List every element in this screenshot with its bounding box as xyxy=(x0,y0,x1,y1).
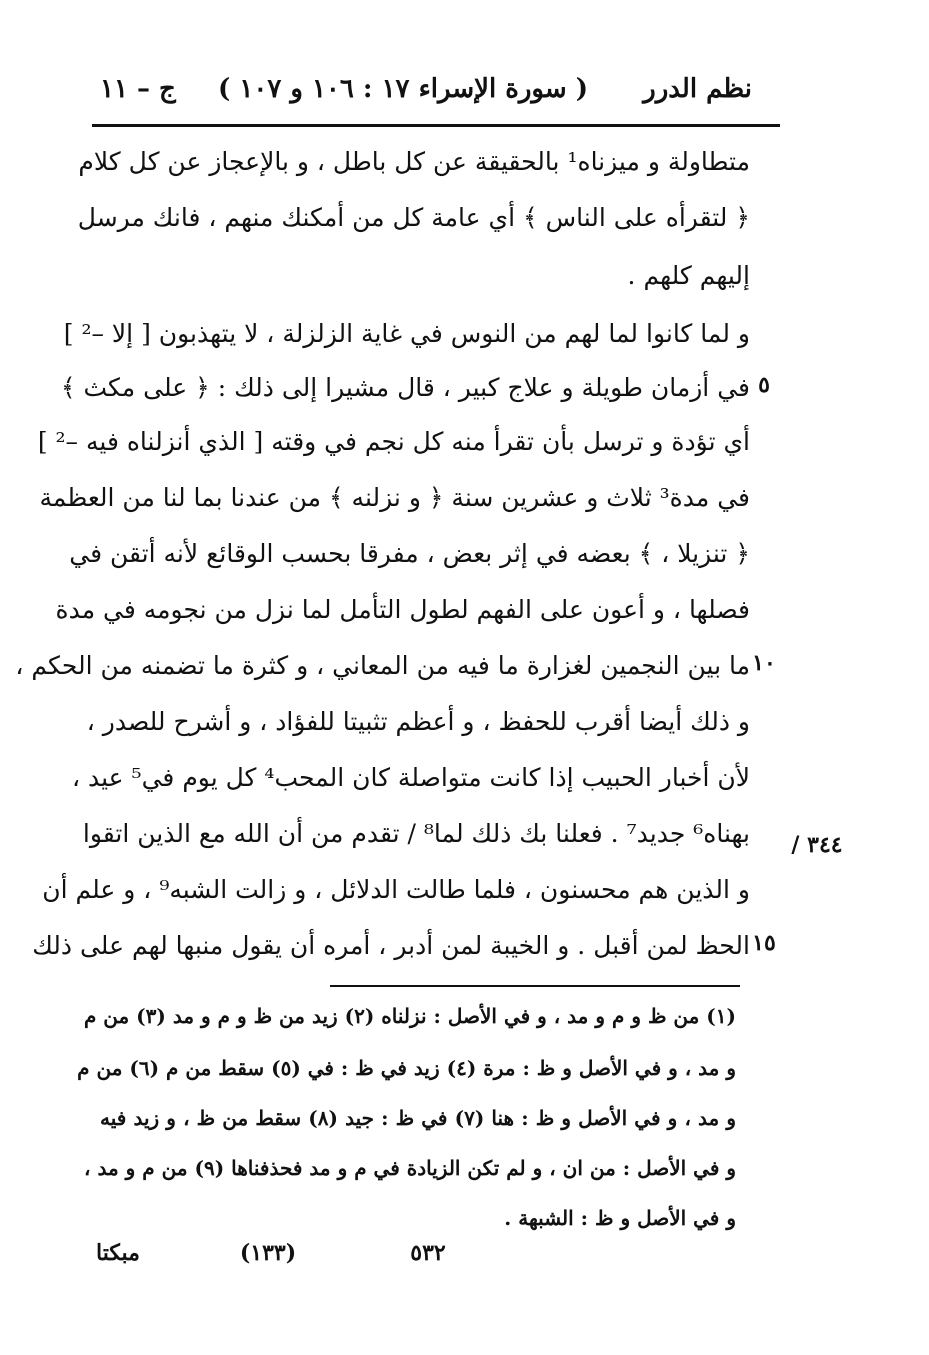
catchword: مبكتا xyxy=(96,1240,140,1266)
text-line: ﴿ لتقرأه على الناس ﴾ أي عامة كل من أمكنك منهم ، فانك مرسل xyxy=(77,203,750,232)
footnote-line: و في الأصل و ظ : الشبهة . xyxy=(504,1206,736,1230)
footnote-line: و مد ، و في الأصل و ظ : مرة (٤) زيد في ظ : في (٥) سقط من م (٦) من م xyxy=(77,1056,736,1080)
text-line: و الذين هم محسنون ، فلما طالت الدلائل ، و زالت الشبه⁹ ، و علم أن xyxy=(42,875,750,904)
text-line: في مدة³ ثلاث و عشرين سنة ﴿ و نزلنه ﴾ من عندنا بما لنا من العظمة xyxy=(39,483,750,512)
text-line: ﴿ تنزيلا ، ﴾ بعضه في إثر بعض ، مفرقا بحسب الوقائع لأنه أتقن في xyxy=(69,539,750,568)
text-line: ما بين النجمين لغزارة ما فيه من المعاني ، و كثرة ما تضمنه من الحكم ، xyxy=(15,651,750,680)
line-number-5: ٥ xyxy=(758,372,770,398)
text-line: و ذلك أيضا أقرب للحفظ ، و أعظم تثبيتا للفؤاد ، و أشرح للصدر ، xyxy=(86,707,750,736)
header-sura-reference: ( سورة الإسراء ١٧ : ١٠٦ و ١٠٧ ) xyxy=(218,74,588,104)
manuscript-folio-reference: ٣٤٤ / xyxy=(791,832,843,858)
footnote-rule xyxy=(330,985,740,987)
page-number: ٥٣٢ xyxy=(410,1240,446,1266)
text-line: أي تؤدة و ترسل بأن تقرأ منه كل نجم في وقته [ الذي أنزلناه فيه –² ] xyxy=(37,427,750,456)
text-line: الحظ لمن أقبل . و الخيبة لمن أدبر ، أمره أن يقول منبها لهم على ذلك xyxy=(32,931,750,960)
text-line: متطاولة و ميزناه¹ بالحقيقة عن كل باطل ، و بالإعجاز عن كل كلام xyxy=(78,147,750,176)
footnote-line: (١) من ظ و م و مد ، و في الأصل : نزلناه (٢) زيد من ظ و م و مد (٣) من م xyxy=(83,1004,736,1028)
text-line: إليهم كلهم . xyxy=(627,261,750,290)
text-line: بهناه⁶ جديد⁷ . فعلنا بك ذلك لما⁸ / تقدم من أن الله مع الذين اتقوا xyxy=(82,819,750,848)
line-number-10: ١٠ xyxy=(752,650,776,676)
header-volume: ج – ١١ xyxy=(100,74,176,104)
line-number-15: ١٥ xyxy=(752,930,776,956)
header-book-title: نظم الدرر xyxy=(643,74,752,104)
text-line: في أزمان طويلة و علاج كبير ، قال مشيرا إلى ذلك : ﴿ على مكث ﴾ xyxy=(60,373,750,402)
footnote-line: و في الأصل : من ان ، و لم تكن الزيادة في م و مد فحذفناها (٩) من م و مد ، xyxy=(84,1156,736,1180)
text-line: لأن أخبار الحبيب إذا كانت متواصلة كان المحب⁴ كل يوم في⁵ عيد ، xyxy=(72,763,750,792)
footnote-line: و مد ، و في الأصل و ظ : هنا (٧) في ظ : جيد (٨) سقط من ظ ، و زيد فيه xyxy=(100,1106,737,1130)
header-rule xyxy=(92,124,780,127)
section-number: (١٣٣) xyxy=(239,1240,297,1266)
text-line: و لما كانوا لما لهم من النوس في غاية الزلزلة ، لا يتهذبون [ إلا –² ] xyxy=(63,319,750,348)
text-line: فصلها ، و أعون على الفهم لطول التأمل لما نزل من نجومه في مدة xyxy=(55,595,750,624)
